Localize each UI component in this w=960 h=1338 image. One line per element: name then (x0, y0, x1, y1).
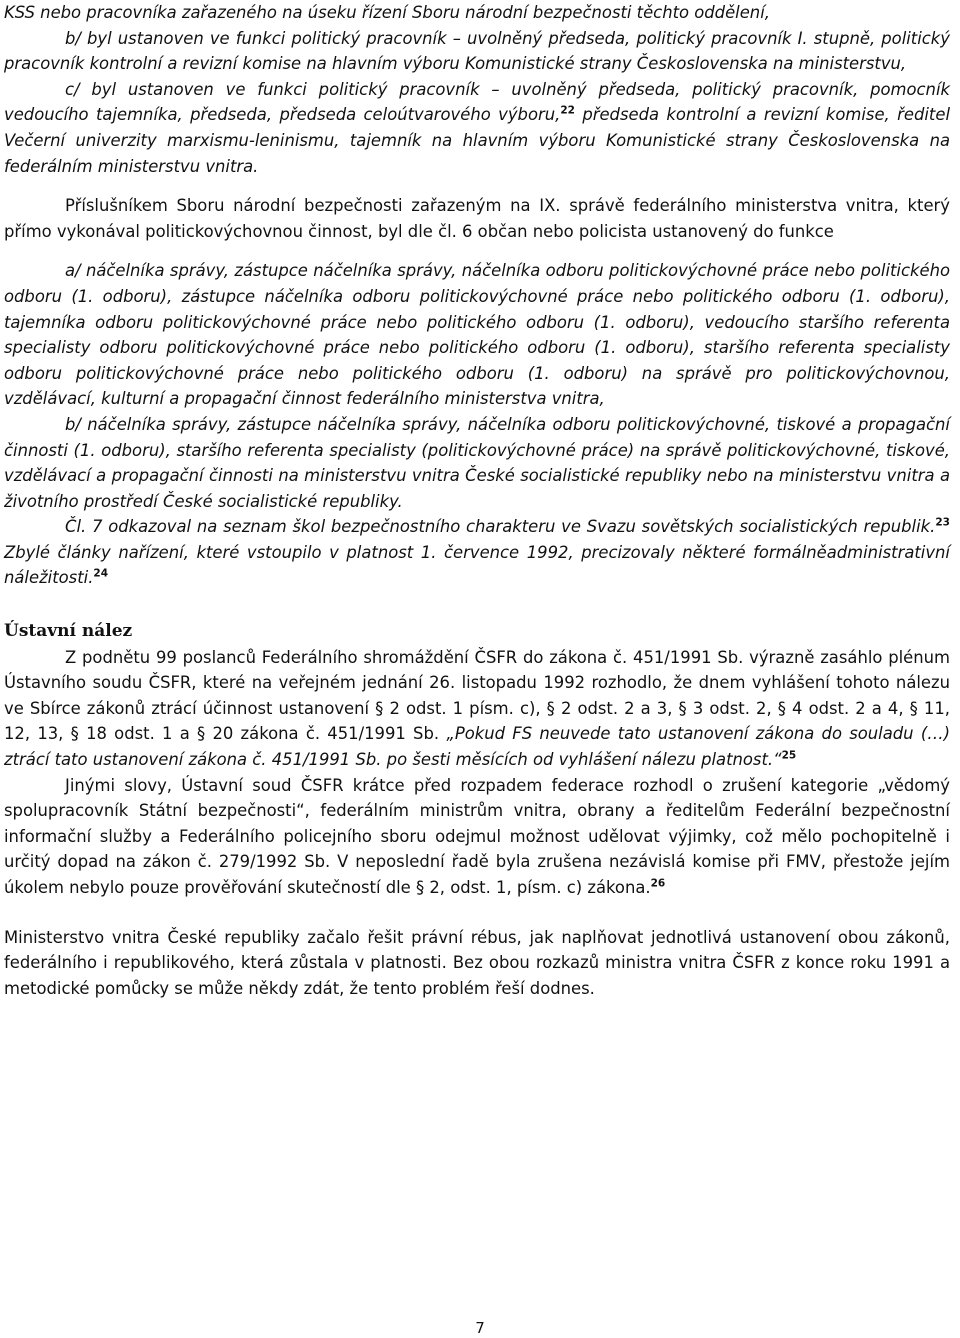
cl7-text-a: Čl. 7 odkazoval na seznam škol bezpečnostního charakteru ve Svazu sovětských socialistických republik. (65, 517, 936, 537)
item-c-text-a: c/ byl ustanoven ve funkci politický pracovník – uvolněný předseda, politický pracovník, pomocník vedoucího tajemníka, předseda, předseda celoútvarového výboru, (4, 79, 950, 125)
footnote-ref-23[interactable]: 23 (935, 516, 950, 529)
footnote-ref-25[interactable]: 25 (781, 749, 797, 762)
footnote-ref-24[interactable]: 24 (93, 568, 109, 580)
page-number: 7 (475, 1319, 485, 1337)
paragraph-cl-7 (4, 514, 950, 591)
paragraph-item-c (4, 77, 950, 179)
paragraph-item-a: a/ náčelníka správy, zástupce náčelníka správy, náčelníka odboru politickovýchovné práce nebo politického odboru (1. odboru), zástupce náčelníka odboru politickovýchovné práce nebo politického odboru (1. odboru), tajemníka odboru politickovýchovné práce nebo politického odboru (1. odboru), vedoucího staršího referenta specialisty odboru politickovýchovné práce nebo politického odboru (1. odboru), staršího referenta specialisty odboru politickovýchovné práce nebo politického odboru (1. odboru) na správě pro politickovýchovnou, vzdělávací, kulturní a propagační činnost federálního ministerstva vnitra, (4, 261, 950, 409)
paragraph-ix-sprava: Příslušníkem Sboru národní bezpečnosti zařazeným na IX. správě federálního ministerstva vnitra, který přímo vykonával politickovýchovnou činnost, byl dle čl. 6 občan nebo policista ustanovený do funkce (4, 196, 950, 241)
item-c-text-b: předseda kontrolní a revizní komise, ředitel Večerní univerzity marxismu-leninismu, tajemník na hlavním výboru Komunistické strany Československa na federálním ministerstvu vnitra. (4, 105, 950, 176)
footnote-ref-22[interactable]: 22 (560, 104, 575, 117)
footnote-ref-26[interactable]: 26 (650, 877, 666, 890)
paragraph-ministerstvo: Ministerstvo vnitra České republiky začalo řešit právní rébus, jak naplňovat jednotlivá ustanovení obou zákonů, federálního i republikového, která zůstala v platnosti. Bez obou rozkazů ministra vnitra ČSFR z konce roku 1991 a metodické pomůcky se může někdy zdát, že tento problém řeší dodnes. (4, 927, 950, 998)
cl7-text-b: Zbylé články nařízení, které vstoupilo v platnost 1. července 1992, precizovaly některé formálněadministrativní náležitosti. (4, 542, 950, 588)
nalez-2-text: Jinými slovy, Ústavní soud ČSFR krátce před rozpadem federace rozhodl o zrušení kategorie „vědomý spolupracovník Státní bezpečnosti“, federálním ministrům vnitra, obrany a ředitelům Federální bezpečnostní informační služby a Federálního policejního sboru odejmul možnost udělovat výjimky, což mělo pochopitelně i určitý dopad na zákon č. 279/1992 Sb. V neposlední řadě byla zrušena nezávislá komise při FMV, přestože jejím úkolem nebylo pouze prověřování skutečností dle § 2, odst. 1, písm. c) zákona. (4, 775, 950, 897)
document-page (4, 0, 950, 1001)
nalez-1-text: Z podnětu 99 poslanců Federálního shromáždění ČSFR do zákona č. 451/1991 Sb. výrazně zasáhlo plénum Ústavního soudu ČSFR, které na veřejném jednání 26. listopadu 1992 rozhodlo, že dnem vyhlášení tohoto nálezu ve Sbírce zákonů ztrácí účinnost ustanovení § 2 odst. 1 písm. c), § 2 odst. 2 a 3, § 3 odst. 2, § 4 odst. 2 a 4, § 11, 12, 13, § 18 odst. 1 a § 20 zákona č. 451/1991 Sb. (4, 647, 950, 744)
section-heading: Ústavní nález (4, 621, 133, 642)
paragraph-nalez-1 (4, 645, 950, 773)
paragraph-kss: KSS nebo pracovníka zařazeného na úseku řízení Sboru národní bezpečnosti těchto oddělení, (4, 3, 770, 22)
nalez-1-quote: „Pokud FS neuvede tato ustanovení zákona do souladu (…) ztrácí tato ustanovení zákona č. 451/1991 Sb. po šesti měsících od vyhlášení nálezu platnost.“ (4, 724, 950, 770)
paragraph-item-b-second: b/ náčelníka správy, zástupce náčelníka správy, náčelníka odboru politickovýchovné, tiskové a propagační činnosti (1. odboru), staršího referenta specialisty (politickovýchovné práce) na správě politickovýchovné, tiskové, vzdělávací a propagační činnosti na ministerstvu vnitra České socialistické republiky nebo na ministerstvu vnitra a životního prostředí České socialistické republiky. (4, 414, 950, 511)
paragraph-item-b-first: b/ byl ustanoven ve funkci politický pracovník – uvolněný předseda, politický pracovník I. stupně, politický pracovník kontrolní a revizní komise na hlavním výboru Komunistické strany Československa na ministerstvu, (4, 28, 950, 74)
paragraph-nalez-2 (4, 773, 950, 901)
